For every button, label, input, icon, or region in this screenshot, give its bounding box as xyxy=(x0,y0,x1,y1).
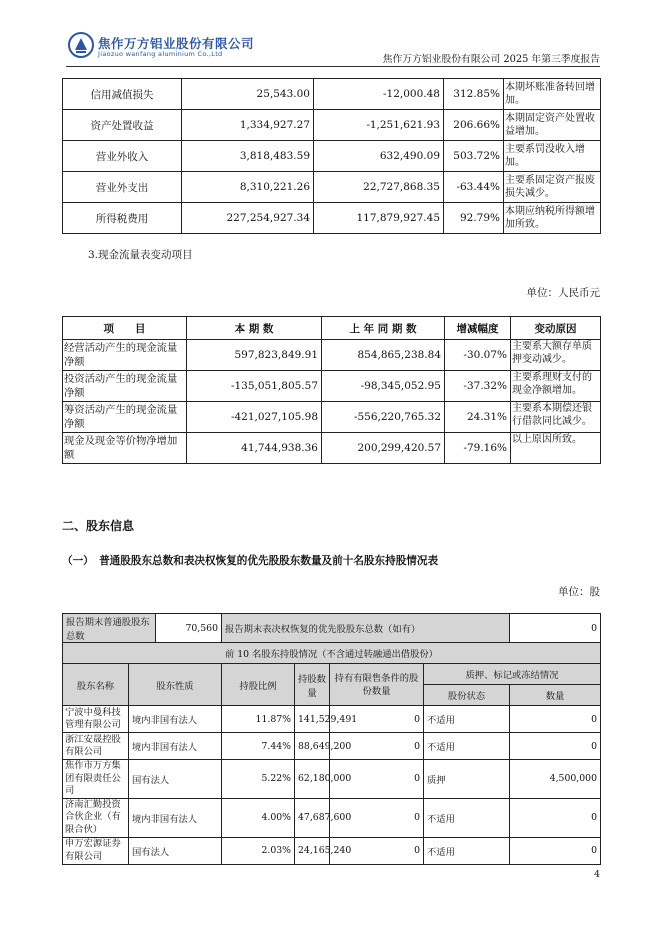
change-rate: -37.32% xyxy=(445,371,511,402)
item-name: 经营活动产生的现金流量净额 xyxy=(63,340,187,371)
table-row xyxy=(63,172,601,203)
top10-title-row xyxy=(63,643,601,664)
table-row xyxy=(63,837,601,864)
holding-shares: 88,649,200 xyxy=(295,733,330,760)
item-name: 筹资活动产生的现金流量净额 xyxy=(63,402,187,433)
table-header-row xyxy=(63,664,601,685)
pledge-quantity: 0 xyxy=(510,798,601,837)
shareholder-name: 宁波中曼科技管理有限公司 xyxy=(63,706,129,733)
shareholder-nature: 境内非国有法人 xyxy=(129,798,222,837)
change-rate: 92.79% xyxy=(444,203,504,234)
column-header: 本 期 数 xyxy=(187,317,322,340)
prior-value: 854,865,238.84 xyxy=(322,340,445,371)
holding-ratio: 5.22% xyxy=(222,760,295,799)
pledge-quantity: 0 xyxy=(510,837,601,864)
column-header: 质押、标记或冻结情况 xyxy=(424,664,601,685)
pledge-status: 不适用 xyxy=(424,837,510,864)
cashflow-change-table xyxy=(62,316,601,464)
table-row xyxy=(63,402,601,433)
table-row xyxy=(63,79,601,110)
column-header: 数量 xyxy=(510,685,601,706)
item-name: 信用减值损失 xyxy=(63,79,182,110)
shareholders-table xyxy=(62,613,601,865)
column-header: 变动原因 xyxy=(511,317,601,340)
income-change-table xyxy=(62,78,601,234)
shareholder-nature: 境内非国有法人 xyxy=(129,733,222,760)
change-reason: 主要系本期偿还银行借款同比减少。 xyxy=(511,402,601,433)
shareholder-name: 申万宏源证券有限公司 xyxy=(63,837,129,864)
restricted-shares: 0 xyxy=(330,733,424,760)
column-header: 股东性质 xyxy=(129,664,222,706)
pledge-quantity: 0 xyxy=(510,733,601,760)
total-holders-value: 70,560 xyxy=(156,614,222,643)
prior-value: -556,220,765.32 xyxy=(322,402,445,433)
item-name: 资产处置收益 xyxy=(63,110,182,141)
restricted-shares: 0 xyxy=(330,706,424,733)
pledge-status: 质押 xyxy=(424,760,510,799)
preferred-holders-label: 报告期末表决权恢复的优先股股东总数（如有） xyxy=(222,614,510,643)
logo-company-name-en: Jiaozuo wanfang aluminium Co.,Ltd xyxy=(98,50,223,58)
holding-ratio: 2.03% xyxy=(222,837,295,864)
current-value: 227,254,927.34 xyxy=(182,203,314,234)
top10-title: 前 10 名股东持股情况（不含通过转融通出借股份） xyxy=(63,643,601,664)
shareholders-unit-label: 单位：股 xyxy=(558,586,600,598)
column-header: 持有有限售条件的股份数量 xyxy=(330,664,424,706)
pledge-quantity: 0 xyxy=(510,706,601,733)
change-reason: 本期应纳税所得额增加所致。 xyxy=(504,203,601,234)
change-rate: -30.07% xyxy=(445,340,511,371)
logo-company-name: 焦作万方铝业股份有限公司 xyxy=(98,36,255,51)
change-reason: 本期坏账准备转回增加。 xyxy=(504,79,601,110)
shareholder-nature: 境内非国有法人 xyxy=(129,706,222,733)
change-reason: 主要系理财支付的现金净额增加。 xyxy=(511,371,601,402)
column-header: 上 年 同 期 数 xyxy=(322,317,445,340)
report-title: 焦作万方铝业股份有限公司 2025 年第三季度报告 xyxy=(382,54,600,65)
column-header: 项 目 xyxy=(63,317,187,340)
current-value: -135,051,805.57 xyxy=(187,371,322,402)
current-value: 41,744,938.36 xyxy=(187,433,322,464)
shareholders-subsection-title: （一） 普通股股东总数和表决权恢复的优先股股东数量及前十名股东持股情况表 xyxy=(62,555,439,567)
column-header: 股份状态 xyxy=(424,685,510,706)
prior-value: -12,000.48 xyxy=(314,79,444,110)
column-header: 增减幅度 xyxy=(445,317,511,340)
column-header: 股东名称 xyxy=(63,664,129,706)
pledge-status: 不适用 xyxy=(424,733,510,760)
holding-ratio: 4.00% xyxy=(222,798,295,837)
item-name: 营业外支出 xyxy=(63,172,182,203)
table-row xyxy=(63,798,601,837)
column-header: 持股数量 xyxy=(295,664,330,706)
change-reason: 本期固定资产处置收益增加。 xyxy=(504,110,601,141)
table-row xyxy=(63,760,601,799)
pledge-status: 不适用 xyxy=(424,706,510,733)
holding-ratio: 11.87% xyxy=(222,706,295,733)
pledge-quantity: 4,500,000 xyxy=(510,760,601,799)
table-row xyxy=(63,733,601,760)
cashflow-section-title: 3.现金流量表变动项目 xyxy=(88,249,193,261)
item-name: 现金及现金等价物净增加额 xyxy=(63,433,187,464)
summary-row xyxy=(63,614,601,643)
prior-value: 200,299,420.57 xyxy=(322,433,445,464)
page-number: 4 xyxy=(593,869,600,880)
company-logo-icon xyxy=(68,32,94,58)
change-rate: 24.31% xyxy=(445,402,511,433)
change-rate: 503.72% xyxy=(444,141,504,172)
table-row xyxy=(63,433,601,464)
prior-value: -1,251,621.93 xyxy=(314,110,444,141)
prior-value: -98,345,052.95 xyxy=(322,371,445,402)
cashflow-unit-label: 单位：人民币元 xyxy=(526,287,600,299)
total-holders-label: 报告期末普通股股东总数 xyxy=(63,614,156,643)
prior-value: 117,879,927.45 xyxy=(314,203,444,234)
change-rate: -63.44% xyxy=(444,172,504,203)
table-row xyxy=(63,110,601,141)
preferred-holders-value: 0 xyxy=(510,614,601,643)
holding-shares: 141,529,491 xyxy=(295,706,330,733)
shareholders-section-title: 二、股东信息 xyxy=(62,519,135,533)
restricted-shares: 0 xyxy=(330,837,424,864)
holding-ratio: 7.44% xyxy=(222,733,295,760)
change-rate: 206.66% xyxy=(444,110,504,141)
change-reason: 以上原因所致。 xyxy=(511,433,601,464)
item-name: 营业外收入 xyxy=(63,141,182,172)
header-divider xyxy=(66,66,600,67)
table-row xyxy=(63,340,601,371)
current-value: 8,310,221.26 xyxy=(182,172,314,203)
shareholder-nature: 国有法人 xyxy=(129,837,222,864)
shareholder-name: 济南汇勤投资合伙企业（有限合伙） xyxy=(63,798,129,837)
restricted-shares: 0 xyxy=(330,798,424,837)
item-name: 投资活动产生的现金流量净额 xyxy=(63,371,187,402)
change-rate: 312.85% xyxy=(444,79,504,110)
prior-value: 22,727,868.35 xyxy=(314,172,444,203)
table-row xyxy=(63,203,601,234)
table-row xyxy=(63,706,601,733)
holding-shares: 47,687,600 xyxy=(295,798,330,837)
holding-shares: 62,180,000 xyxy=(295,760,330,799)
change-reason: 主要系固定资产报废损失减少。 xyxy=(504,172,601,203)
pledge-status: 不适用 xyxy=(424,798,510,837)
change-reason: 主要系罚没收入增加。 xyxy=(504,141,601,172)
current-value: -421,027,105.98 xyxy=(187,402,322,433)
current-value: 597,823,849.91 xyxy=(187,340,322,371)
current-value: 3,818,483.59 xyxy=(182,141,314,172)
table-header-row xyxy=(63,317,601,340)
table-row xyxy=(63,371,601,402)
shareholder-nature: 国有法人 xyxy=(129,760,222,799)
holding-shares: 24,165,240 xyxy=(295,837,330,864)
column-header: 持股比例 xyxy=(222,664,295,706)
table-row xyxy=(63,141,601,172)
prior-value: 632,490.09 xyxy=(314,141,444,172)
current-value: 1,334,927.27 xyxy=(182,110,314,141)
shareholder-name: 焦作市万方集团有限责任公司 xyxy=(63,760,129,799)
restricted-shares: 0 xyxy=(330,760,424,799)
change-reason: 主要系大额存单质押变动减少。 xyxy=(511,340,601,371)
current-value: 25,543.00 xyxy=(182,79,314,110)
change-rate: -79.16% xyxy=(445,433,511,464)
item-name: 所得税费用 xyxy=(63,203,182,234)
page-header xyxy=(66,28,600,68)
shareholder-name: 浙江安晟控股有限公司 xyxy=(63,733,129,760)
